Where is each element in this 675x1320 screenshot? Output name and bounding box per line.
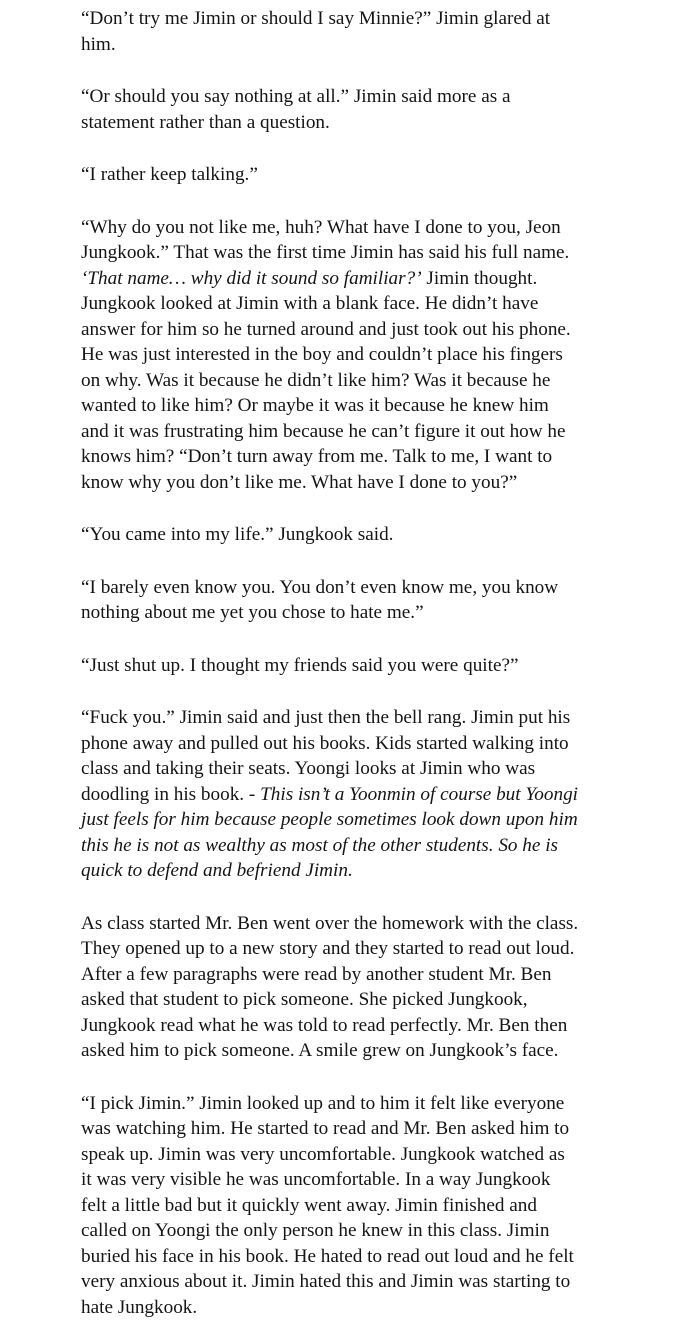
text-line [81,317,651,343]
story-paragraph [81,84,651,135]
text-line [81,110,651,136]
story-paragraph [81,6,651,57]
text-run: and it was frustrating him because he can’t figure it out how he [81,421,566,442]
text-run: it was very visible he was uncomfortable. In a way Jungkook [81,1169,550,1190]
text-line [81,1193,651,1219]
text-line [81,575,651,601]
text-line [81,962,651,988]
text-run: “Don’t try me Jimin or should I say Minnie?” Jimin glared at [81,8,550,29]
story-paragraph [81,162,651,188]
text-line [81,6,651,32]
text-run: him. [81,34,116,55]
text-run: Jungkook read what he was told to read perfectly. Mr. Ben then [81,1015,567,1036]
text-line [81,1295,651,1320]
text-run: After a few paragraphs were read by another student Mr. Ben [81,964,551,985]
text-run: know why you don’t like me. What have I done to you?” [81,472,517,493]
text-line [81,833,651,859]
text-line [81,731,651,757]
text-line [81,84,651,110]
story-paragraph [81,215,651,496]
text-run: was watching him. He started to read and Mr. Ben asked him to [81,1118,569,1139]
text-run: “Fuck you.” Jimin said and just then the bell rang. Jimin put his [81,707,570,728]
text-run: As class started Mr. Ben went over the homework with the class. [81,913,578,934]
text-run: He was just interested in the boy and couldn’t place his fingers [81,344,563,365]
text-line [81,291,651,317]
text-run: “I pick Jimin.” Jimin looked up and to him it felt like everyone [81,1093,564,1114]
story-paragraph [81,522,651,548]
text-line [81,522,651,548]
text-line [81,1244,651,1270]
text-line [81,266,651,292]
text-line [81,470,651,496]
text-line [81,419,651,445]
text-line [81,600,651,626]
text-run: asked him to pick someone. A smile grew on Jungkook’s face. [81,1040,558,1061]
text-run: statement rather than a question. [81,112,330,133]
text-line [81,240,651,266]
story-paragraph [81,1091,651,1320]
text-run: They opened up to a new story and they started to read out loud. [81,938,574,959]
text-line [81,1269,651,1295]
text-line [81,807,651,833]
text-run: nothing about me yet you chose to hate me.” [81,602,424,623]
story-paragraph [81,653,651,679]
text-line [81,858,651,884]
text-run: “Why do you not like me, huh? What have I done to you, Jeon [81,217,561,238]
text-run: asked that student to pick someone. She picked Jungkook, [81,989,528,1010]
text-run: buried his face in his book. He hated to read out loud and he felt [81,1246,574,1267]
text-run: called on Yoongi the only person he knew in this class. Jimin [81,1220,549,1241]
text-run: Jungkook looked at Jimin with a blank face. He didn’t have [81,293,538,314]
text-line [81,1038,651,1064]
text-line [81,444,651,470]
text-line [81,32,651,58]
text-line [81,1142,651,1168]
italic-text-run: just feels for him because people sometimes look down upon him [81,809,578,830]
text-run: doodling in his book. - [81,784,260,805]
italic-text-run: this he is not as wealthy as most of the other students. So he is [81,835,558,856]
text-line [81,756,651,782]
text-line [81,162,651,188]
text-line [81,705,651,731]
text-line [81,1218,651,1244]
text-line [81,342,651,368]
text-run: hate Jungkook. [81,1297,197,1318]
text-run: “I barely even know you. You don’t even know me, you know [81,577,558,598]
text-run: phone away and pulled out his books. Kids started walking into [81,733,569,754]
text-run: “Just shut up. I thought my friends said you were quite?” [81,655,519,676]
text-run: felt a little bad but it quickly went away. Jimin finished and [81,1195,537,1216]
text-run: Jimin thought. [422,268,538,289]
text-line [81,1013,651,1039]
italic-text-run: ‘That name… why did it sound so familiar?’ [81,268,422,289]
text-run: “Or should you say nothing at all.” Jimin said more as a [81,86,511,107]
text-line [81,1167,651,1193]
text-line [81,1116,651,1142]
italic-text-run: This isn’t a Yoonmin of course but Yoongi [260,784,578,805]
story-paragraph [81,911,651,1064]
text-run: answer for him so he turned around and just took out his phone. [81,319,571,340]
text-run: very anxious about it. Jimin hated this and Jimin was starting to [81,1271,570,1292]
text-line [81,936,651,962]
text-line [81,653,651,679]
story-paragraph [81,705,651,884]
text-line [81,368,651,394]
text-line [81,393,651,419]
italic-text-run: quick to defend and befriend Jimin. [81,860,353,881]
text-run: Jungkook.” That was the first time Jimin has said his full name. [81,242,569,263]
story-paragraph [81,575,651,626]
text-run: “I rather keep talking.” [81,164,258,185]
text-run: class and taking their seats. Yoongi looks at Jimin who was [81,758,535,779]
text-line [81,1091,651,1117]
text-run: “You came into my life.” Jungkook said. [81,524,393,545]
text-line [81,911,651,937]
text-line [81,987,651,1013]
text-run: wanted to like him? Or maybe it was it because he knew him [81,395,549,416]
text-run: speak up. Jimin was very uncomfortable. Jungkook watched as [81,1144,565,1165]
text-line [81,782,651,808]
story-text [81,6,651,1320]
text-run: knows him? “Don’t turn away from me. Talk to me, I want to [81,446,552,467]
text-run: on why. Was it because he didn’t like him? Was it because he [81,370,550,391]
text-line [81,215,651,241]
